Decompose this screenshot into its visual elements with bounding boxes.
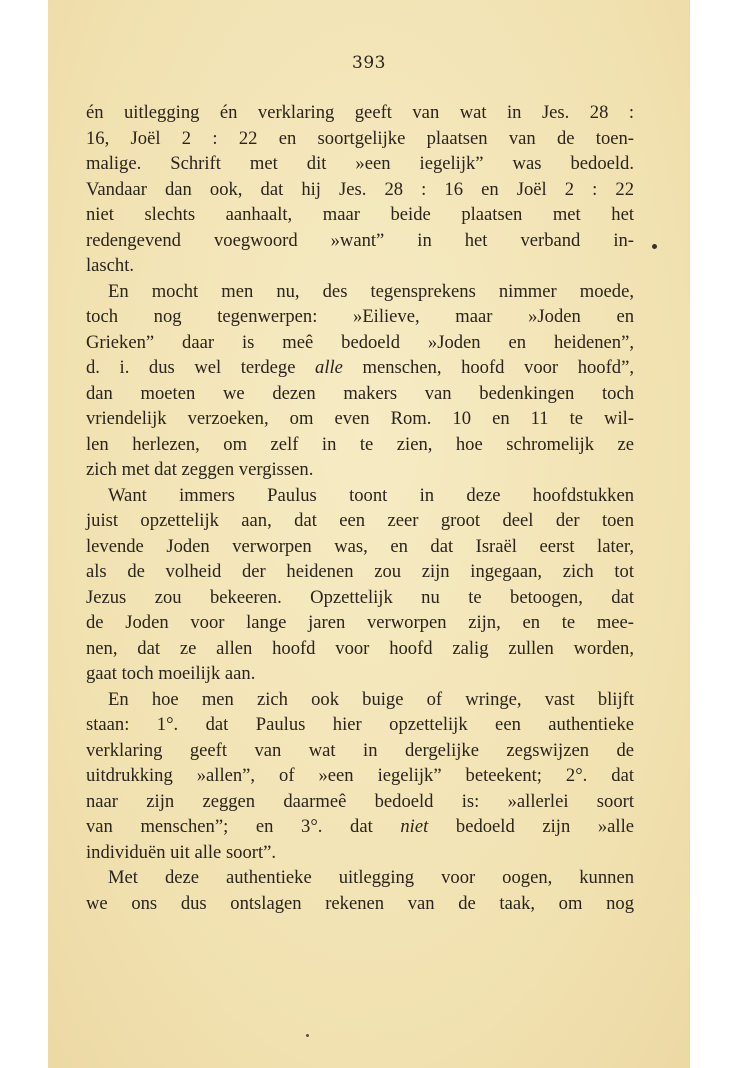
text-line: len herlezen, om zelf in te zien, hoe schromelijk ze: [86, 433, 634, 455]
text-line: zich met dat zeggen vergissen.: [86, 459, 314, 480]
text-line: vriendelijk verzoeken, om even Rom. 10 en 11 te wil-: [86, 408, 634, 429]
text-line: malige. Schrift met dit »een iegelijk” was bedoeld.: [86, 153, 634, 174]
text-line-with-emphasis: [86, 814, 634, 840]
text-fragment: bedoeld zijn »alle: [455, 816, 635, 837]
text-line: verklaring geeft van wat in dergelijke zegswijzen de: [86, 739, 634, 761]
paragraph-1: [86, 100, 634, 279]
text-line: gaat toch moeilijk aan.: [86, 663, 256, 684]
emphasis-text: niet: [400, 816, 429, 837]
text-line: En mocht men nu, des tegensprekens nimmer moede,: [108, 280, 634, 302]
bottom-ink-dot: [306, 1034, 309, 1037]
text-line: Met deze authentieke uitlegging voor oogen, kunnen: [108, 867, 634, 888]
text-line: individuën uit alle soort”.: [86, 841, 277, 863]
text-line: niet slechts aanhaalt, maar beide plaatsen met het: [86, 204, 634, 225]
text-line: En hoe men zich ook buige of wringe, vast blijft: [108, 688, 634, 710]
paragraph-4: [86, 687, 634, 866]
text-line: uitdrukking »allen”, of »een iegelijk” beteekent; 2°. dat: [86, 765, 634, 786]
margin-ink-mark: [652, 244, 657, 249]
text-line: levende Joden verworpen was, en dat Israël eerst later,: [86, 535, 634, 557]
text-line: de Joden voor lange jaren verworpen zijn, en te mee-: [86, 612, 634, 633]
text-fragment: menschen, hoofd voor hoofd”,: [362, 357, 634, 378]
text-line: lascht.: [86, 255, 135, 276]
text-line: Vandaar dan ook, dat hij Jes. 28 : 16 en Joël 2 : 22: [86, 178, 634, 200]
text-fragment: van menschen”; en 3°. dat: [86, 816, 373, 837]
text-line: we ons dus ontslagen rekenen van de taak, om nog: [86, 892, 634, 914]
book-page: [48, 0, 690, 1068]
text-line: als de volheid der heidenen zou zijn ingegaan, zich tot: [86, 561, 634, 582]
text-line: juist opzettelijk aan, dat een zeer groot deel der toen: [86, 510, 634, 531]
text-fragment: d. i. dus wel terdege: [86, 357, 296, 378]
emphasis-text: alle: [315, 357, 343, 378]
text-line: staan: 1°. dat Paulus hier opzettelijk een authentieke: [86, 714, 634, 735]
text-line: redengevend voegwoord »want” in het verband in-: [86, 229, 634, 251]
text-line: Jezus zou bekeeren. Opzettelijk nu te betoogen, dat: [86, 586, 634, 608]
text-line: Want immers Paulus toont in deze hoofdstukken: [108, 484, 634, 506]
text-line: dan moeten we dezen makers van bedenkingen toch: [86, 382, 634, 404]
paragraph-2: [86, 279, 634, 483]
text-line: nen, dat ze allen hoofd voor hoofd zalig zullen worden,: [86, 637, 634, 659]
text-line: naar zijn zeggen daarmeê bedoeld is: »allerlei soort: [86, 790, 634, 812]
paragraph-3: [86, 483, 634, 687]
body-text: [86, 100, 634, 916]
text-line: én uitlegging én verklaring geeft van wat in Jes. 28 :: [86, 102, 634, 123]
paragraph-5: [86, 865, 634, 916]
text-line: toch nog tegenwerpen: »Eilieve, maar »Joden en: [86, 306, 634, 327]
page-number: 393: [352, 53, 386, 73]
text-line-with-emphasis: [86, 355, 634, 381]
text-line: 16, Joël 2 : 22 en soortgelijke plaatsen van de toen-: [86, 127, 634, 149]
text-line: Grieken” daar is meê bedoeld »Joden en heidenen”,: [86, 331, 634, 353]
